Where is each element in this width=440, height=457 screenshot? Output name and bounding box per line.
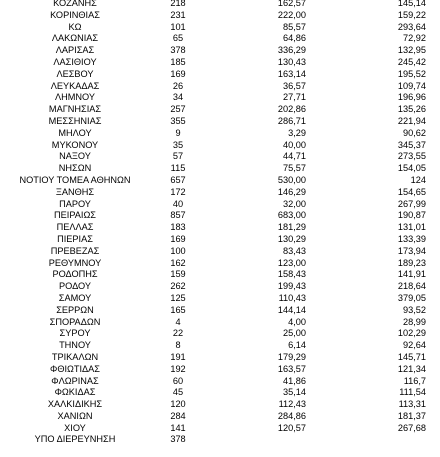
table-row [0,293,440,305]
rate-b-cell: 345,37 [397,139,426,150]
table-row [0,411,440,423]
rate-b-cell: 113,31 [398,399,426,410]
table-row [0,328,440,340]
table-row [0,104,440,116]
rate-b-cell: 111,54 [399,387,426,398]
region-name-cell: ΠΡΕΒΕΖΑΣ [50,245,100,256]
rate-b-cell: 159,22 [397,9,426,20]
table-row [0,364,440,376]
table-row [0,33,440,45]
rate-a-cell: 179,29 [277,351,306,362]
rate-b-cell: 141,91 [397,269,426,280]
case-count-cell: 169 [170,68,186,79]
region-name-cell: ΜΕΣΣΗΝΙΑΣ [48,115,102,126]
rate-b-cell: 154,65 [397,186,426,197]
region-name-cell: ΣΕΡΡΩΝ [56,304,94,315]
rate-b-cell: 92,64 [403,340,426,351]
rate-b-cell: 28,99 [403,316,426,327]
table-row [0,305,440,317]
table-row [0,222,440,234]
rate-a-cell: 27,71 [283,92,306,103]
rate-a-cell: 336,29 [277,45,306,56]
case-count-cell: 40 [172,198,184,209]
table-row [0,281,440,293]
region-name-cell: ΠΕΙΡΑΙΩΣ [54,210,96,221]
table-row [0,69,440,81]
region-name-cell: ΤΡΙΚΑΛΩΝ [51,351,99,362]
case-count-cell: 159 [170,269,186,280]
case-count-cell: 172 [170,186,186,197]
table-row [0,10,440,22]
rate-b-cell: 121,34 [397,363,426,374]
rate-a-cell: 85,57 [283,21,306,32]
rate-b-cell: 221,94 [397,115,426,126]
region-name-cell: ΧΙΟΥ [64,422,86,433]
case-count-cell: 4 [175,316,181,327]
rate-b-cell: 72,92 [403,33,426,44]
table-row [0,163,440,175]
rate-a-cell: 158,43 [277,269,306,280]
region-name-cell: ΛΑΣΙΘΙΟΥ [53,56,97,67]
table-row [0,376,440,388]
rate-a-cell: 162,57 [277,0,306,8]
case-count-cell: 101 [170,21,186,32]
table-row [0,199,440,211]
table-row [0,128,440,140]
rate-b-cell: 195,52 [397,68,426,79]
case-count-cell: 162 [170,257,186,268]
rate-a-cell: 75,57 [283,163,306,174]
table-row [0,246,440,258]
rate-a-cell: 163,14 [277,68,306,79]
rate-b-cell: 245,42 [397,56,426,67]
rate-b-cell: 145,71 [397,351,426,362]
rate-b-cell: 116,7 [403,375,426,386]
region-name-cell: ΛΑΡΙΣΑΣ [55,45,95,56]
rate-b-cell: 189,23 [397,257,426,268]
rate-b-cell: 109,74 [397,80,426,91]
rate-b-cell: 93,52 [403,304,426,315]
case-count-cell: 26 [172,80,184,91]
case-count-cell: 57 [172,151,184,162]
table-row [0,434,440,446]
case-count-cell: 857 [170,210,186,221]
region-name-cell: ΝΟΤΙΟΥ ΤΟΜΕΑ ΑΘΗΝΩΝ [19,174,131,185]
rate-a-cell: 202,86 [277,104,306,115]
case-count-cell: 378 [170,434,186,445]
region-name-cell: ΦΛΩΡΙΝΑΣ [51,375,99,386]
table-row [0,210,440,222]
rate-b-cell: 133,39 [397,233,426,244]
region-name-cell: ΛΕΣΒΟΥ [56,68,94,79]
case-count-cell: 231 [170,9,186,20]
region-name-cell: ΛΕΥΚΑΔΑΣ [50,80,100,91]
rate-a-cell: 284,86 [277,410,306,421]
region-name-cell: ΦΩΚΙΔΑΣ [54,387,96,398]
case-count-cell: 141 [170,422,186,433]
region-name-cell: ΚΟΡΙΝΘΙΑΣ [50,9,100,20]
case-count-cell: 191 [170,351,186,362]
region-name-cell: ΣΑΜΟΥ [58,292,92,303]
rate-a-cell: 3,29 [288,127,306,138]
rate-a-cell: 123,00 [277,257,306,268]
case-count-cell: 257 [170,104,186,115]
region-name-cell: ΜΥΚΟΝΟΥ [51,139,99,150]
rate-b-cell: 273,55 [397,151,426,162]
case-count-cell: 657 [170,174,186,185]
table-row [0,175,440,187]
rate-a-cell: 144,14 [277,304,306,315]
rate-a-cell: 112,43 [278,399,306,410]
rate-a-cell: 120,57 [277,422,306,433]
table-row [0,116,440,128]
rate-a-cell: 222,00 [277,9,306,20]
table-row [0,22,440,34]
rate-a-cell: 130,29 [277,233,306,244]
table-row [0,140,440,152]
rate-a-cell: 286,71 [277,115,306,126]
rate-b-cell: 267,99 [397,198,426,209]
case-count-cell: 120 [170,399,186,410]
region-name-cell: ΠΑΡΟΥ [59,198,91,209]
rate-a-cell: 32,00 [283,198,306,209]
case-count-cell: 65 [172,33,184,44]
case-count-cell: 185 [170,56,186,67]
region-name-cell: ΣΥΡΟΥ [59,328,91,339]
case-count-cell: 115 [170,163,186,174]
rate-a-cell: 44,71 [283,151,306,162]
rate-a-cell: 4,00 [288,316,306,327]
region-name-cell: ΜΑΓΝΗΣΙΑΣ [48,104,102,115]
region-name-cell: ΚΩ [68,21,82,32]
rate-a-cell: 35,14 [283,387,306,398]
region-name-cell: ΥΠΟ ΔΙΕΡΕΥΝΗΣΗ [34,434,116,445]
case-count-cell: 45 [172,387,184,398]
case-count-cell: 355 [170,115,186,126]
rate-b-cell: 132,95 [397,45,426,56]
rate-a-cell: 83,43 [283,245,306,256]
table-row [0,234,440,246]
region-name-cell: ΠΕΛΛΑΣ [56,222,94,233]
case-count-cell: 100 [170,245,186,256]
rate-a-cell: 530,00 [277,174,306,185]
region-name-cell: ΛΗΜΝΟΥ [54,92,96,103]
rate-a-cell: 181,29 [277,222,306,233]
case-count-cell: 378 [170,45,186,56]
rate-a-cell: 110,43 [278,292,306,303]
table-row [0,81,440,93]
rate-b-cell: 124 [410,174,426,185]
rate-b-cell: 135,26 [397,104,426,115]
rate-a-cell: 6,14 [288,340,306,351]
rate-a-cell: 64,86 [283,33,306,44]
table-row [0,187,440,199]
region-name-cell: ΛΑΚΩΝΙΑΣ [51,33,99,44]
rate-b-cell: 173,94 [397,245,426,256]
table-row [0,45,440,57]
case-count-cell: 9 [175,127,181,138]
rate-b-cell: 379,05 [397,292,426,303]
rate-a-cell: 25,00 [283,328,306,339]
case-count-cell: 262 [170,281,186,292]
table-row [0,92,440,104]
rate-a-cell: 199,43 [277,281,306,292]
region-name-cell: ΝΗΣΩΝ [58,163,92,174]
rate-b-cell: 102,29 [397,328,426,339]
case-count-cell: 284 [170,410,186,421]
region-name-cell: ΜΗΛΟΥ [58,127,92,138]
region-name-cell: ΣΠΟΡΑΔΩΝ [49,316,101,327]
table-row [0,399,440,411]
rate-b-cell: 267,68 [397,422,426,433]
case-count-cell: 165 [170,304,186,315]
rate-a-cell: 146,29 [277,186,306,197]
region-name-cell: ΞΑΝΘΗΣ [55,186,95,197]
table-row [0,387,440,399]
region-name-cell: ΡΟΔΟΥ [58,281,91,292]
rate-b-cell: 190,87 [397,210,426,221]
region-name-cell: ΤΗΝΟΥ [59,340,91,351]
table-row [0,151,440,163]
rate-a-cell: 163,57 [277,363,306,374]
rate-a-cell: 41,86 [283,375,306,386]
region-name-cell: ΠΙΕΡΙΑΣ [57,233,93,244]
region-name-cell: ΧΑΛΚΙΔΙΚΗΣ [47,399,103,410]
table-row [0,0,440,10]
region-name-cell: ΦΘΙΩΤΙΔΑΣ [49,363,100,374]
table-row [0,423,440,435]
region-name-cell: ΡΟΔΟΠΗΣ [52,269,98,280]
rate-a-cell: 130,43 [277,56,306,67]
rate-b-cell: 145,14 [397,0,426,8]
region-name-cell: ΝΑΞΟΥ [59,151,91,162]
rate-b-cell: 196,96 [397,92,426,103]
table-row [0,352,440,364]
region-name-cell: ΚΟΖΑΝΗΣ [53,0,97,8]
rate-b-cell: 181,37 [397,410,426,421]
rate-a-cell: 36,57 [283,80,306,91]
table-row [0,340,440,352]
rate-b-cell: 218,64 [397,281,426,292]
rate-b-cell: 293,64 [397,21,426,32]
rate-b-cell: 90,62 [403,127,426,138]
case-count-cell: 60 [172,375,184,386]
case-count-cell: 192 [170,363,186,374]
case-count-cell: 22 [172,328,184,339]
table-row [0,317,440,329]
case-count-cell: 169 [170,233,186,244]
table-row [0,269,440,281]
rate-b-cell: 131,01 [397,222,426,233]
case-count-cell: 125 [170,292,186,303]
rate-a-cell: 683,00 [277,210,306,221]
case-count-cell: 218 [170,0,186,8]
case-count-cell: 35 [172,139,184,150]
table-row [0,258,440,270]
case-count-cell: 34 [172,92,184,103]
region-name-cell: ΡΕΘΥΜΝΟΥ [48,257,102,268]
table-row [0,57,440,69]
rate-b-cell: 154,05 [397,163,426,174]
case-count-cell: 183 [170,222,186,233]
region-name-cell: ΧΑΝΙΩΝ [57,410,93,421]
rate-a-cell: 40,00 [283,139,306,150]
case-count-cell: 8 [175,340,181,351]
